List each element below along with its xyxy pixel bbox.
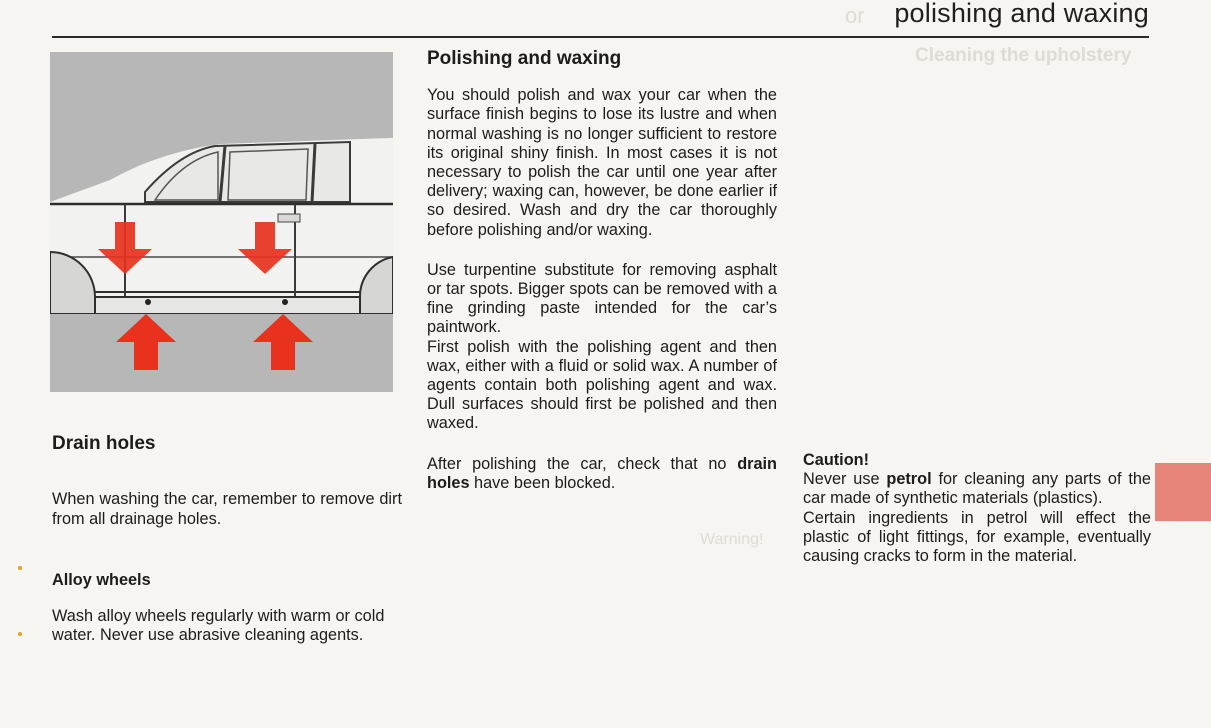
polishing-heading: Polishing and waxing	[427, 48, 622, 69]
caution-petrol-bold: petrol	[886, 470, 932, 489]
alloy-wheels-heading: Alloy wheels	[52, 571, 151, 589]
polishing-paragraph-2a: Use turpentine substitute for removing asphalt or tar spots. Bigger spots can be removed with a fine grinding paste intended for the car’s paintwork.	[427, 260, 777, 337]
p3-text-start: After polishing the car, check that no	[427, 454, 738, 473]
caution-title: Caution!	[803, 451, 870, 469]
alloy-wheels-section	[52, 571, 402, 661]
polishing-paragraph-2b: First polish with the polishing agent and then wax, either with a fluid or solid wax. A number of agents contain both polishing agent and wax. Dull surfaces should first be polished and then waxed.	[427, 337, 777, 433]
caution-box	[803, 451, 1151, 566]
caution-line-2: Certain ingredients in petrol will effect the plastic of light fittings, for example, eventually causing cracks to form in the material.	[803, 508, 1151, 566]
caution-l1-end: for cleaning any parts of the car made of synthetic materials (plastics).	[803, 470, 1151, 508]
page-title: polishing and waxing	[894, 0, 1149, 28]
margin-dot	[18, 566, 22, 570]
margin-dot	[18, 632, 22, 636]
alloy-wheels-text: Wash alloy wheels regularly with warm or cold water. Never use abrasive cleaning agents.	[52, 606, 385, 644]
car-drain-holes-illustration	[50, 52, 393, 392]
header-rule	[52, 36, 1149, 38]
caution-l1-start: Never use	[803, 470, 887, 489]
polishing-section	[427, 49, 777, 493]
section-tab-marker	[1155, 463, 1211, 521]
p3-drain-holes-bold: drain holes	[427, 454, 777, 492]
p3-text-end: have been blocked.	[469, 473, 616, 492]
drain-holes-text: When washing the car, remember to remove dirt from all drainage holes.	[52, 490, 402, 528]
polishing-paragraph-3	[427, 455, 777, 493]
drain-holes-heading: Drain holes	[52, 433, 156, 454]
caution-line-1	[803, 470, 1151, 508]
polishing-paragraph-1: You should polish and wax your car when the surface finish begins to lose its lustre and when normal washing is no longer sufficient to restore its original shiny finish. In most cases it is not necessary to polish the car until one year after delivery; waxing can, however, be done earlier if so desired. Wash and dry the car thoroughly before polishing and/or waxing.	[427, 86, 777, 239]
